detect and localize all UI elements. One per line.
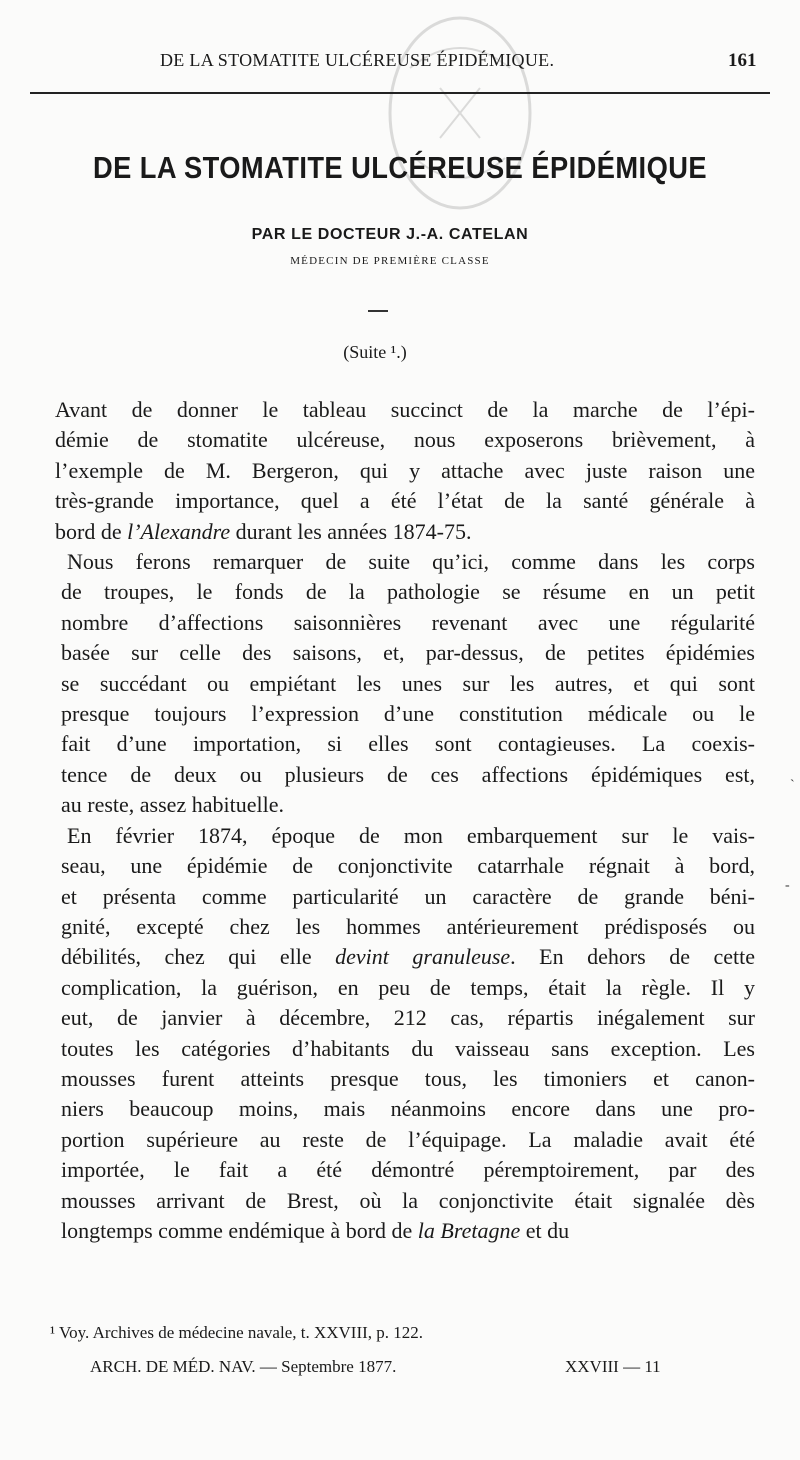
text-line: très-grande importance, quel a été l’état de la santé générale à [55,488,755,514]
text-line: seau, une épidémie de conjonctivite catarrhale régnait à bord, [61,853,755,879]
library-stamp-icon [370,8,550,218]
text-line: Nous ferons remarquer de suite qu’ici, comme dans les corps [67,549,755,575]
page-number: 161 [728,50,757,71]
text-line: basée sur celle des saisons, et, par-dessus, de petites épidémies [61,640,755,666]
text-line: gnité, excepté chez les hommes antérieurement prédisposés ou [61,913,755,939]
text-line: nombre d’affections saisonnières revenant avec une régularité [61,609,755,635]
text-line: fait d’une importation, si elles sont contagieuses. La coexis- [61,731,755,757]
footer-signature: XXVIII — 11 [565,1357,661,1376]
header-rule [30,92,770,94]
author-rank: MÉDECIN DE PREMIÈRE CLASSE [290,255,490,267]
text-line: longtemps comme endémique à bord de la Bretagne et du [61,1217,570,1243]
author-line: PAR LE DOCTEUR J.-A. CATELAN [251,226,529,243]
paragraph [55,547,755,821]
text-line: mousses arrivant de Brest, où la conjonctivite était signalée dès [61,1187,755,1213]
title-separator [368,310,388,312]
article-title: DE LA STOMATITE ULCÉREUSE ÉPIDÉMIQUE [92,150,708,185]
text-line: au reste, assez habituelle. [61,792,284,818]
margin-dash: - [785,878,790,893]
text-line: complication, la guérison, en peu de temps, était la règle. Il y [61,974,755,1000]
paragraph [55,395,755,547]
text-line: Avant de donner le tableau succinct de la marche de l’épi- [55,397,755,422]
text-line: presque toujours l’expression d’une constitution médicale ou le [61,701,755,727]
paragraph [55,821,755,1247]
margin-mark: ` [790,778,795,793]
footer-journal: ARCH. DE MÉD. NAV. — Septembre 1877. [90,1357,397,1376]
text-line: importée, le fait a été démontré péremptoirement, par des [61,1157,755,1183]
text-line: eut, de janvier à décembre, 212 cas, répartis inégalement sur [61,1005,755,1031]
article-body [55,395,755,1246]
text-line: portion supérieure au reste de l’équipage. La maladie avait été [61,1126,755,1152]
text-line: bord de l’Alexandre durant les années 1874-75. [55,518,472,544]
text-line: débilités, chez qui elle devint granuleuse. En dehors de cette [61,944,755,970]
text-line: mousses furent atteints presque tous, les timoniers et canon- [61,1065,755,1091]
text-line: En février 1874, époque de mon embarquement sur le vais- [67,822,755,848]
continuation-note: (Suite ¹.) [343,342,407,362]
text-line: se succédant ou empiétant les unes sur les autres, et qui sont [61,670,755,696]
text-line: et présenta comme particularité un caractère de grande béni- [61,883,755,909]
text-line: niers beaucoup moins, mais néanmoins encore dans une pro- [61,1096,755,1122]
footnote: ¹ Voy. Archives de médecine navale, t. XXVIII, p. 122. [50,1323,424,1342]
text-line: de troupes, le fonds de la pathologie se résume en un petit [61,579,755,605]
text-line: toutes les catégories d’habitants du vaisseau sans exception. Les [61,1035,755,1061]
text-line: tence de deux ou plusieurs de ces affections épidémiques est, [61,761,755,787]
text-line: démie de stomatite ulcéreuse, nous exposerons brièvement, à [55,427,755,453]
text-line: l’exemple de M. Bergeron, qui y attache avec juste raison une [55,457,755,483]
page-footer [90,1357,690,1377]
running-head: DE LA STOMATITE ULCÉREUSE ÉPIDÉMIQUE. [160,50,555,70]
